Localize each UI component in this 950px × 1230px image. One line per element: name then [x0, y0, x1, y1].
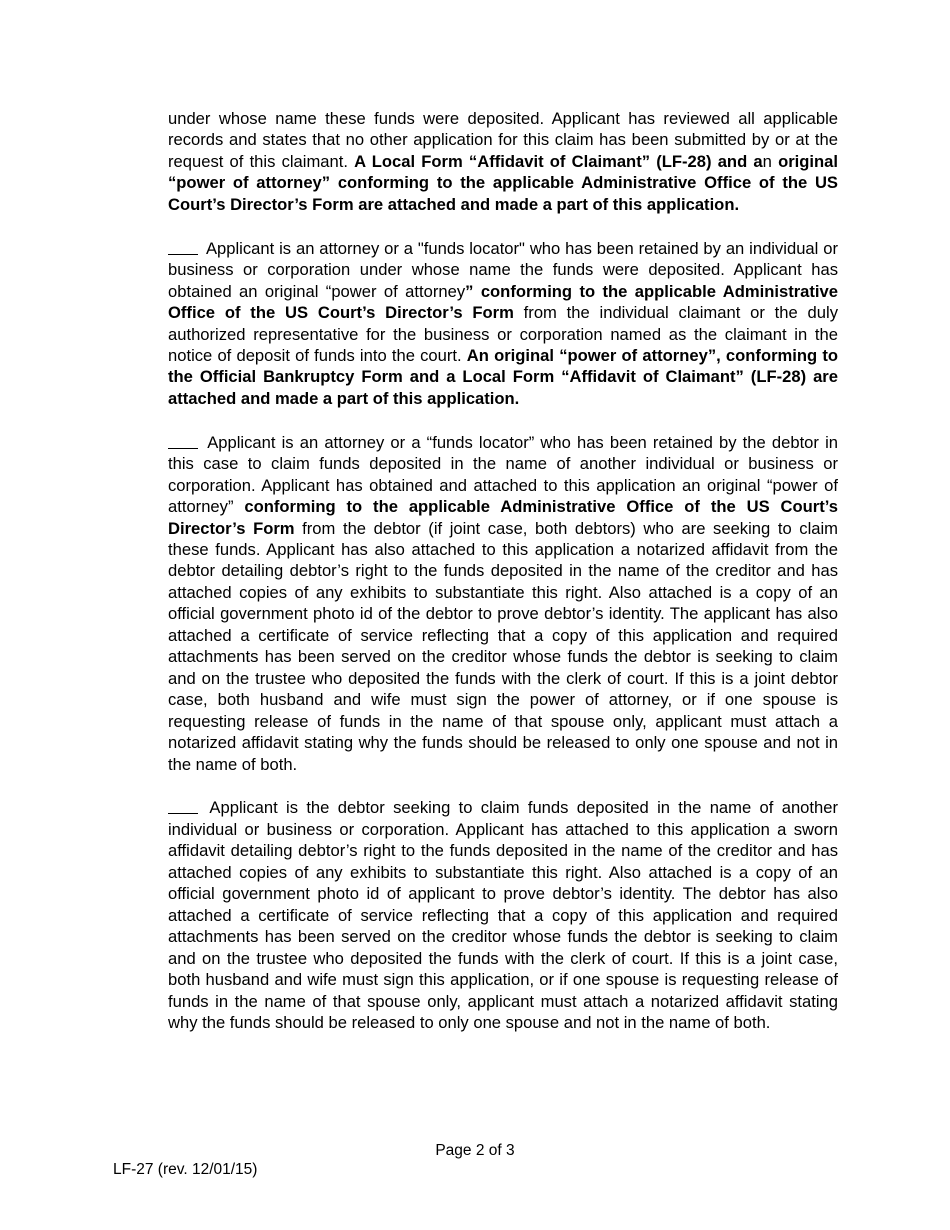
text-segment-bold: A Local Form “Affidavit of Claimant” (LF-28) and a	[354, 151, 763, 171]
checkbox-blank[interactable]	[168, 238, 198, 255]
checkbox-blank[interactable]	[168, 797, 198, 814]
text-segment: n	[762, 151, 772, 171]
document-body	[168, 108, 838, 1055]
text-segment: from the debtor (if joint case, both debtors) who are seeking to claim these funds. Applicant has also attached to this application a notarized affidavit from the debtor detailing debtor’s right to the funds deposited in the name of the creditor and has attached copies of any exhibits to substantiate this right. Also attached is a copy of an official government photo id of the debtor to prove debtor’s identity. The applicant has also attached a certificate of service reflecting that a copy of this application and required attachments has been served on the creditor whose funds the debtor is seeking to claim and on the trustee who deposited the funds with the clerk of court. If this is a joint debtor case, both husband and wife must sign the power of attorney, or if one spouse is requesting release of funds in the name of that spouse only, applicant must attach a notarized affidavit stating why the funds should be released to only one spouse and not in the name of both.	[168, 518, 839, 774]
text-segment-bold: An original “power of attorney”, conforming to the Official Bankruptcy Form and a Local Form “Affidavit of Claimant” (LF-28) are attached and made a part of this application.	[168, 345, 839, 408]
checkbox-blank[interactable]	[168, 432, 198, 449]
paragraph-continuation	[168, 108, 838, 215]
option-debtor-claiming-funds	[168, 796, 838, 1033]
option-attorney-retained-by-claimant	[168, 237, 838, 410]
text-segment-bold: conforming to the applicable Administrative Office of the US Court’s Director’s Form	[168, 497, 838, 538]
text-segment: Applicant is an attorney or a “funds locator” who has been retained by the debtor in this case to claim funds deposited in the name of another individual or business or corporation. Applicant has obtained and attached to this application an original “power of attorney”	[168, 432, 838, 517]
text-segment: from the individual claimant or the duly authorized representative for the business or corporation named as the claimant in the notice of deposit of funds into the court.	[168, 303, 838, 365]
text-segment-bold: ” conforming to the applicable Administrative Office of the US Court’s Director’s Form	[168, 281, 839, 323]
text-segment: Applicant is an attorney or a "funds locator" who has been retained by an individual or business or corporation under whose name the funds were deposited. Applicant has obtained an original “power of attorney	[168, 238, 838, 301]
text-segment: Applicant is the debtor seeking to claim funds deposited in the name of another individual or business or corporation. Applicant has attached to this application a sworn affidavit detailing debtor’s right to the funds deposited in the name of the creditor and has attached copies of any exhibits to substantiate this right. Also attached is a copy of an official government photo id of applicant to prove debtor’s identity. The debtor has also attached a certificate of service reflecting that a copy of this application and required attachments has been served on the creditor whose funds the debtor is seeking to claim and on the trustee who deposited the funds with the clerk of court. If this is a joint case, both husband and wife must sign this application, or if one spouse is requesting release of funds in the name of that spouse only, applicant must attach a notarized affidavit stating why the funds should be released to only one spouse and not in the name of both.	[168, 798, 838, 1032]
text-segment-bold: original “power of attorney” conforming to the applicable Administrative Office of the US Court’s Director’s Form are attached and made a part of this application.	[168, 151, 838, 214]
form-revision-id: LF-27 (rev. 12/01/15)	[113, 1161, 258, 1178]
option-attorney-retained-by-debtor	[168, 431, 838, 775]
page-number: Page 2 of 3	[435, 1142, 515, 1159]
text-segment: under whose name these funds were deposited. Applicant has reviewed all applicable records and states that no other application for this claim has been submitted by or at the request of this claimant.	[168, 109, 838, 171]
